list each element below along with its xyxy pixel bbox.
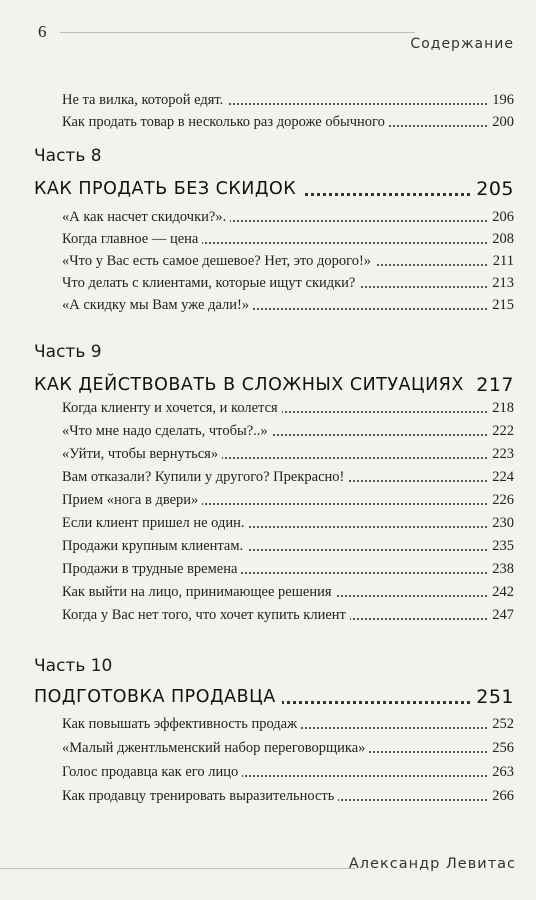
entry-title: «Что мне надо сделать, чтобы?..» bbox=[62, 420, 272, 442]
entry-page: 208 bbox=[488, 228, 514, 250]
part-title[interactable] bbox=[34, 372, 514, 398]
part-title[interactable] bbox=[34, 176, 514, 202]
entry-page: 230 bbox=[488, 512, 514, 534]
toc-entry[interactable] bbox=[62, 558, 514, 580]
entry-title: Что делать с клиентами, которые ищут скидки? bbox=[62, 272, 359, 294]
entry-title: Когда главное — цена bbox=[62, 228, 202, 250]
toc-entry[interactable] bbox=[62, 443, 514, 465]
entry-title: Голос продавца как его лицо bbox=[62, 761, 242, 783]
toc-entry[interactable] bbox=[62, 512, 514, 534]
entry-page: 226 bbox=[488, 489, 514, 511]
footer-author: Александр Левитас bbox=[348, 856, 516, 872]
part-label: Часть 8 bbox=[34, 146, 102, 166]
entry-page: 211 bbox=[489, 250, 514, 272]
entry-title: Как продать товар в несколько раз дороже обычного bbox=[62, 111, 389, 133]
toc-entry[interactable] bbox=[62, 581, 514, 603]
entry-title: Как повышать эффективность продаж bbox=[62, 713, 301, 735]
toc-entry[interactable] bbox=[62, 420, 514, 442]
entry-page: 235 bbox=[488, 535, 514, 557]
toc-entry[interactable] bbox=[62, 604, 514, 626]
toc-entry[interactable] bbox=[62, 228, 514, 250]
entry-title: Когда клиенту и хочется, и колется bbox=[62, 397, 282, 419]
part-page: 217 bbox=[470, 372, 514, 398]
toc-entry[interactable] bbox=[62, 397, 514, 419]
entry-page: 224 bbox=[488, 466, 514, 488]
toc-entry[interactable] bbox=[62, 737, 514, 759]
part-page: 205 bbox=[470, 176, 514, 202]
toc-entry[interactable] bbox=[62, 761, 514, 783]
toc-entry[interactable] bbox=[62, 294, 514, 316]
toc-entry[interactable] bbox=[62, 713, 514, 735]
part-label: Часть 10 bbox=[34, 656, 113, 676]
entry-page: 252 bbox=[488, 713, 514, 735]
entry-page: 242 bbox=[488, 581, 514, 603]
section-title: Содержание bbox=[410, 36, 514, 52]
entry-title: Вам отказали? Купили у другого? Прекрасно! bbox=[62, 466, 348, 488]
entry-title: Как продавцу тренировать выразительность bbox=[62, 785, 338, 807]
part-title-text: ПОДГОТОВКА ПРОДАВЦА bbox=[34, 684, 282, 710]
toc-entry[interactable] bbox=[62, 89, 514, 111]
toc-entry[interactable] bbox=[62, 535, 514, 557]
page-number: 6 bbox=[38, 22, 47, 41]
entry-page: 196 bbox=[488, 89, 514, 111]
part-title-text: КАК ПРОДАТЬ БЕЗ СКИДОК bbox=[34, 176, 302, 202]
entry-title: «А как насчет скидочки?». bbox=[62, 206, 230, 228]
entry-title: Прием «нога в двери» bbox=[62, 489, 202, 511]
entry-page: 223 bbox=[488, 443, 514, 465]
part-title-text: КАК ДЕЙСТВОВАТЬ В СЛОЖНЫХ СИТУАЦИЯХ bbox=[34, 372, 470, 398]
entry-page: 256 bbox=[488, 737, 514, 759]
entry-title: «Что у Вас есть самое дешевое? Нет, это дорого!» bbox=[62, 250, 375, 272]
entry-page: 213 bbox=[488, 272, 514, 294]
toc-entry[interactable] bbox=[62, 111, 514, 133]
entry-title: Продажи крупным клиентам. bbox=[62, 535, 247, 557]
toc-entry[interactable] bbox=[62, 272, 514, 294]
header-rule bbox=[60, 32, 415, 33]
entry-title: Продажи в трудные времена bbox=[62, 558, 241, 580]
entry-title: Не та вилка, которой едят. bbox=[62, 89, 227, 111]
part-title[interactable] bbox=[34, 684, 514, 710]
toc-entry[interactable] bbox=[62, 785, 514, 807]
entry-title: Если клиент пришел не один. bbox=[62, 512, 249, 534]
entry-page: 266 bbox=[488, 785, 514, 807]
toc-entry[interactable] bbox=[62, 489, 514, 511]
entry-page: 206 bbox=[488, 206, 514, 228]
entry-title: «Уйти, чтобы вернуться» bbox=[62, 443, 222, 465]
toc-entry[interactable] bbox=[62, 466, 514, 488]
entry-title: Как выйти на лицо, принимающее решения bbox=[62, 581, 336, 603]
footer-rule bbox=[0, 868, 355, 869]
entry-title: Когда у Вас нет того, что хочет купить клиент bbox=[62, 604, 350, 626]
entry-title: «А скидку мы Вам уже дали!» bbox=[62, 294, 253, 316]
part-page: 251 bbox=[470, 684, 514, 710]
toc-entry[interactable] bbox=[62, 206, 514, 228]
toc-entry[interactable] bbox=[62, 250, 514, 272]
entry-page: 222 bbox=[488, 420, 514, 442]
entry-title: «Малый джентльменский набор переговорщика» bbox=[62, 737, 369, 759]
entry-page: 215 bbox=[488, 294, 514, 316]
entry-page: 247 bbox=[488, 604, 514, 626]
entry-page: 238 bbox=[488, 558, 514, 580]
part-label: Часть 9 bbox=[34, 342, 102, 362]
entry-page: 200 bbox=[488, 111, 514, 133]
entry-page: 263 bbox=[488, 761, 514, 783]
entry-page: 218 bbox=[488, 397, 514, 419]
